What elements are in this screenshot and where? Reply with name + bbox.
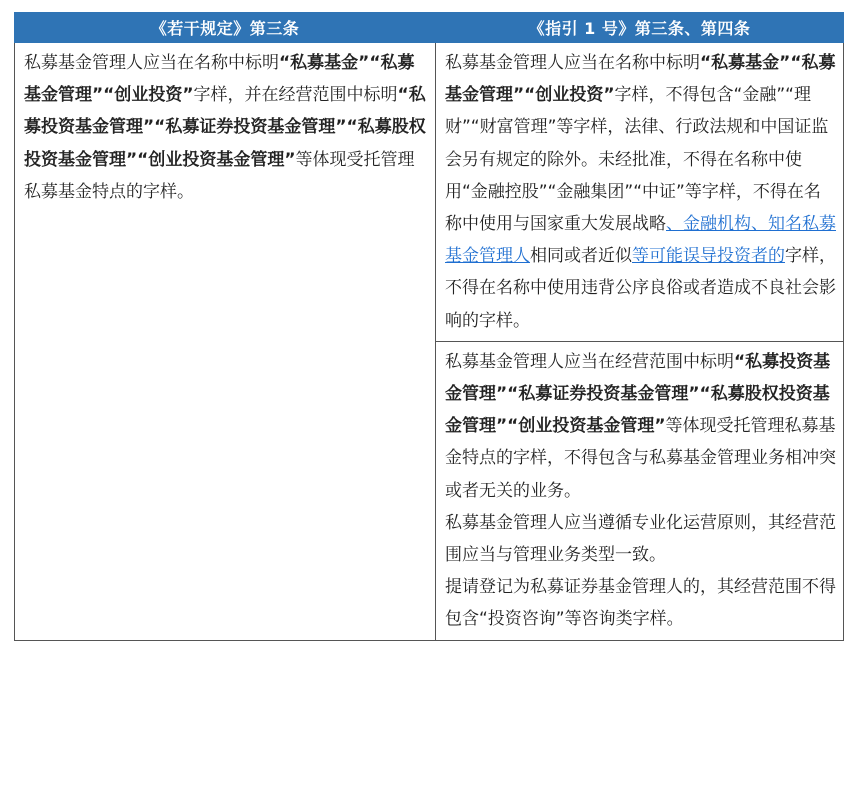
text: 私募基金管理人应当在名称中标明 [24,53,279,73]
bold-text: “私募基金”“私募基金管理”“创业投资” [24,53,415,106]
text: 字样，不得在名称中使用违背公序良俗或者造成不良社会影响的字样。 [445,246,836,331]
paragraph [445,346,836,507]
text: 等体现受托管理私募基金特点的字样。 [24,149,415,202]
text: 字样，并在经营范围中标明 [193,85,398,106]
highlighted-text: 、金融机构、知名私募基金管理人 [445,214,836,267]
cell-regulations-article-3 [15,43,436,641]
comparison-table [14,12,844,641]
text: 私募基金管理人应当在名称中标明 [445,53,700,73]
header-row [15,13,844,43]
paragraph: 私募基金管理人应当遵循专业化运营原则，其经营范围应当与管理业务类型一致。 [445,512,836,566]
text: 字样，不得包含“金融”“理财”“财富管理”等字样，法律、行政法规和中国证监会另有规定的除外。未经批准，不得在名称中使用“金融控股”“金融集团”“中证”等字样，不得在名称中使用与国家重大发展战略 [445,85,829,235]
cell-guideline-article-3 [436,43,844,342]
cell-guideline-article-4 [436,341,844,640]
paragraph: 提请登记为私募证券基金管理人的，其经营范围不得包含“投资咨询”等咨询类字样。 [445,577,836,630]
bold-text: “私募投资基金管理”“私募证券投资基金管理”“私募股权投资基金管理”“创业投资基金管理” [24,85,426,170]
header-guideline-1: 《指引 1 号》第三条、第四条 [436,13,844,43]
text: 等体现受托管理私募基金特点的字样，不得包含与私募基金管理业务相冲突或者无关的业务。 [445,416,836,501]
table-row [15,43,844,342]
highlighted-text: 等可能误导投资者的 [632,246,785,267]
bold-text: “私募基金”“私募基金管理”“创业投资” [445,53,836,106]
text: 私募基金管理人应当在经营范围中标明 [445,351,734,372]
text: 相同或者近似 [530,246,632,267]
header-regulations: 《若干规定》第三条 [15,13,436,43]
bold-text: “私募投资基金管理”“私募证券投资基金管理”“私募股权投资基金管理”“创业投资基金管理” [445,351,831,437]
